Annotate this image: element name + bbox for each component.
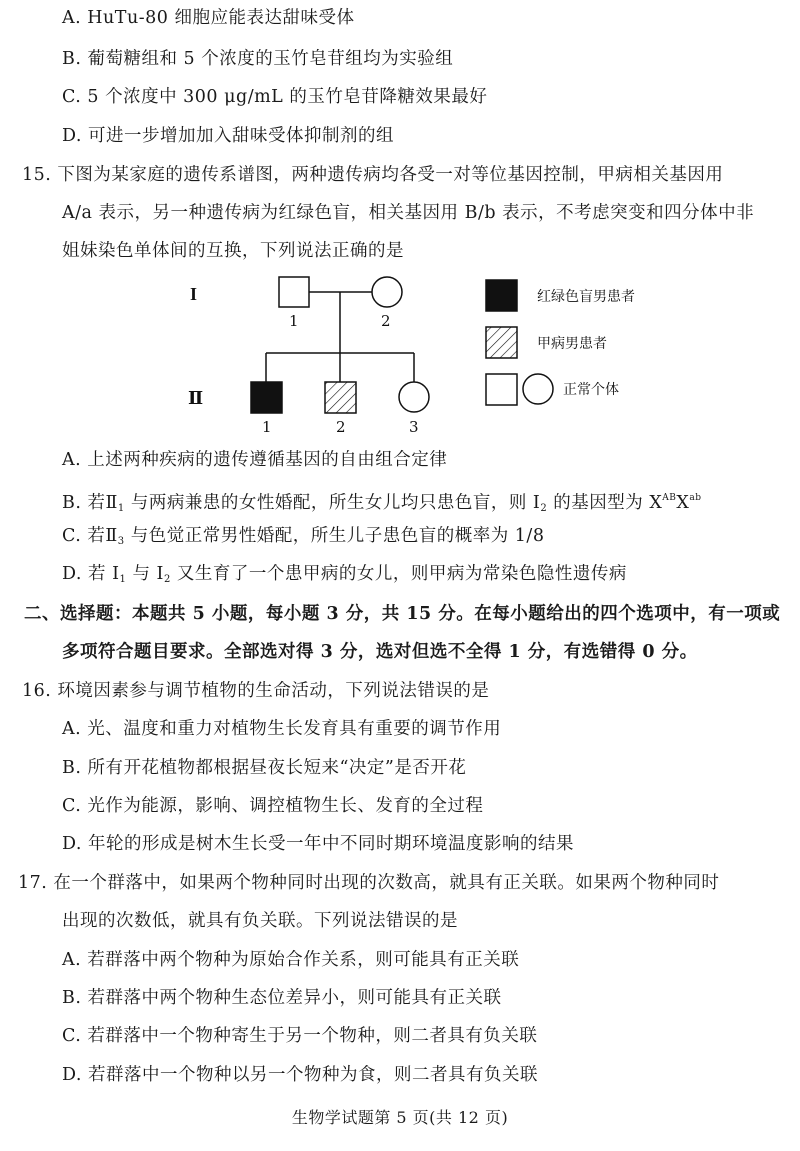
legend-jia-symbol <box>486 327 517 358</box>
legend-normal-female-symbol <box>523 374 553 404</box>
gen2-id-2: 2 <box>336 418 346 436</box>
q17-option-a: A. 若群落中两个物种为原始合作关系，则可能具有正关联 <box>62 950 520 970</box>
section2-instruction-line2: 多项符合题目要求。全部选对得 3 分，选对但选不全得 1 分，有选错得 0 分。 <box>62 642 698 662</box>
q16-option-b: B. 所有开花植物都根据昼夜长短来“决定”是否开花 <box>62 758 467 778</box>
q14-option-b: B. 葡萄糖组和 5 个浓度的玉竹皂苷组均为实验组 <box>62 49 454 69</box>
q16-option-d: D. 年轮的形成是树木生长受一年中不同时期环境温度影响的结果 <box>62 834 575 854</box>
text: D. 若 Ⅰ <box>62 564 120 584</box>
q15-stem-line3: 姐妹染色单体间的互换，下列说法正确的是 <box>62 241 404 261</box>
gen2-id-1: 1 <box>262 418 272 436</box>
page-footer: 生物学试题第 5 页(共 12 页) <box>291 1108 509 1127</box>
subscript: 2 <box>163 574 171 585</box>
text: B. 若Ⅱ <box>62 493 118 513</box>
gen1-female-2-normal <box>372 277 402 307</box>
legend-jia-label: 甲病男患者 <box>537 336 607 352</box>
generation-label-2: Ⅱ <box>188 388 204 408</box>
legend-normal-male-symbol <box>486 374 517 405</box>
gen2-female-3-normal <box>399 382 429 412</box>
text: 又生育了一个患甲病的女儿，则甲病为常染色隐性遗传病 <box>170 564 627 584</box>
q15-option-b <box>62 487 702 520</box>
gen2-male-1-colorblind <box>251 382 282 413</box>
generation-label-1: I <box>190 284 198 304</box>
q15-option-d <box>62 563 627 591</box>
q15-option-c <box>62 525 544 553</box>
pedigree-diagram <box>150 262 660 442</box>
superscript: ab <box>689 493 702 503</box>
gen1-id-1: 1 <box>289 312 299 330</box>
text: 与 Ⅰ <box>126 564 164 584</box>
q16-option-c: C. 光作为能源，影响、调控植物生长、发育的全过程 <box>62 796 484 816</box>
legend-normal-label: 正常个体 <box>563 382 619 398</box>
q15-stem-line1: 15. 下图为某家庭的遗传系谱图，两种遗传病均各受一对等位基因控制，甲病相关基因用 <box>22 165 724 185</box>
section2-instruction-line1: 二、选择题：本题共 5 小题，每小题 3 分，共 15 分。在每小题给出的四个选项中，有一项或 <box>24 604 781 624</box>
q15-option-a: A. 上述两种疾病的遗传遵循基因的自由组合定律 <box>62 450 448 470</box>
legend-colorblind-symbol <box>486 280 517 311</box>
q16-stem: 16. 环境因素参与调节植物的生命活动，下列说法错误的是 <box>22 681 490 701</box>
gen2-id-3: 3 <box>409 418 419 436</box>
q17-option-b: B. 若群落中两个物种生态位差异小，则可能具有正关联 <box>62 988 502 1008</box>
q16-option-a: A. 光、温度和重力对植物生长发育具有重要的调节作用 <box>62 719 502 739</box>
superscript: AB <box>662 493 677 503</box>
q14-option-a: A. HuTu-80 细胞应能表达甜味受体 <box>62 8 355 28</box>
text: 与两病兼患的女性婚配，所生女儿均只患色盲，则 Ⅰ <box>124 493 541 513</box>
gen1-id-2: 2 <box>381 312 391 330</box>
subscript: 1 <box>117 503 125 514</box>
text: C. 若Ⅱ <box>62 526 118 546</box>
q17-option-d: D. 若群落中一个物种以另一个物种为食，则二者具有负关联 <box>62 1065 539 1085</box>
q17-stem-line2: 出现的次数低，就具有负关联。下列说法错误的是 <box>62 911 458 931</box>
q14-option-d: D. 可进一步增加加入甜味受体抑制剂的组 <box>62 126 395 146</box>
q17-option-c: C. 若群落中一个物种寄生于另一个物种，则二者具有负关联 <box>62 1026 538 1046</box>
subscript: 3 <box>117 536 125 547</box>
text: 的基因型为 X <box>547 493 663 513</box>
gen1-male-1-normal <box>279 277 309 307</box>
gen2-male-2-disease-jia <box>325 382 356 413</box>
text: X <box>676 493 690 513</box>
legend-colorblind-label: 红绿色盲男患者 <box>537 289 635 305</box>
q14-option-c: C. 5 个浓度中 300 μg/mL 的玉竹皂苷降糖效果最好 <box>62 87 488 107</box>
subscript: 2 <box>540 503 548 514</box>
q15-stem-line2: A/a 表示，另一种遗传病为红绿色盲，相关基因用 B/b 表示，不考虑突变和四分体中非 <box>62 203 755 223</box>
text: 与色觉正常男性婚配，所生儿子患色盲的概率为 1/8 <box>124 526 545 546</box>
q17-stem-line1: 17. 在一个群落中，如果两个物种同时出现的次数高，就具有正关联。如果两个物种同时 <box>18 873 720 893</box>
subscript: 1 <box>119 574 127 585</box>
